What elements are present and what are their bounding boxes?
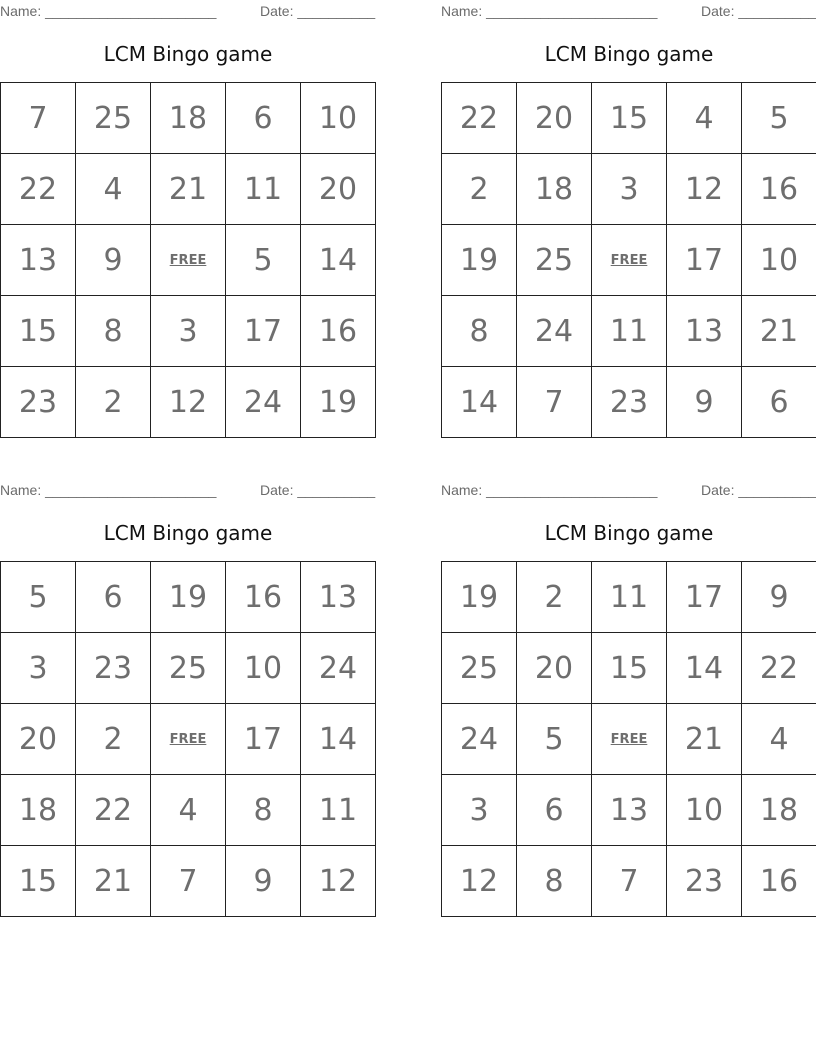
bingo-cell: 8 — [442, 296, 517, 367]
grid-row — [1, 633, 376, 704]
bingo-card-3 — [0, 479, 376, 899]
bingo-cell: 4 — [151, 775, 226, 846]
bingo-cell: 12 — [301, 846, 376, 917]
bingo-cell: 18 — [517, 154, 592, 225]
bingo-cell: 11 — [592, 562, 667, 633]
grid-row — [442, 704, 816, 775]
grid-row — [442, 154, 816, 225]
bingo-cell: 9 — [742, 562, 816, 633]
bingo-cell: 3 — [592, 154, 667, 225]
bingo-cell: 20 — [1, 704, 76, 775]
grid-row — [442, 83, 816, 154]
bingo-cell: 15 — [592, 633, 667, 704]
bingo-cell: 12 — [667, 154, 742, 225]
bingo-cell: 18 — [1, 775, 76, 846]
bingo-cell: 4 — [667, 83, 742, 154]
bingo-cell: 17 — [226, 704, 301, 775]
bingo-cell: 6 — [226, 83, 301, 154]
bingo-cell: 2 — [76, 704, 151, 775]
bingo-grid — [0, 561, 376, 917]
grid-row — [1, 296, 376, 367]
grid-row — [442, 367, 816, 438]
bingo-cell: 3 — [1, 633, 76, 704]
card-title: LCM Bingo game — [544, 42, 714, 66]
bingo-cell: 19 — [151, 562, 226, 633]
bingo-cell: 6 — [517, 775, 592, 846]
bingo-cell: 18 — [742, 775, 816, 846]
bingo-cell: 9 — [667, 367, 742, 438]
bingo-cell: 17 — [226, 296, 301, 367]
bingo-cell: 21 — [667, 704, 742, 775]
bingo-cell: 11 — [301, 775, 376, 846]
bingo-cell: 15 — [1, 846, 76, 917]
bingo-cell: 2 — [517, 562, 592, 633]
bingo-cell: 17 — [667, 562, 742, 633]
bingo-cell: 22 — [442, 83, 517, 154]
bingo-cell: 10 — [226, 633, 301, 704]
name-field-label: Name: ______________________ — [0, 3, 217, 19]
bingo-cell: 5 — [226, 225, 301, 296]
bingo-cell: 6 — [76, 562, 151, 633]
grid-row — [1, 367, 376, 438]
bingo-cell: 7 — [151, 846, 226, 917]
bingo-cell: 9 — [76, 225, 151, 296]
bingo-cell: 22 — [1, 154, 76, 225]
bingo-cell: 3 — [151, 296, 226, 367]
grid-row — [442, 633, 816, 704]
bingo-cell: 4 — [742, 704, 816, 775]
bingo-cell: 16 — [742, 154, 816, 225]
bingo-cell: 19 — [442, 225, 517, 296]
bingo-cell: 25 — [76, 83, 151, 154]
grid-row — [442, 225, 816, 296]
bingo-grid — [0, 82, 376, 438]
grid-row — [442, 296, 816, 367]
bingo-cell: 14 — [301, 225, 376, 296]
bingo-cell: 12 — [442, 846, 517, 917]
bingo-cell: 20 — [301, 154, 376, 225]
bingo-cell: 10 — [742, 225, 816, 296]
grid-row — [1, 154, 376, 225]
card-title: LCM Bingo game — [544, 521, 714, 545]
date-field-label: Date: __________ — [260, 482, 376, 498]
grid-row — [442, 562, 816, 633]
bingo-cell: 18 — [151, 83, 226, 154]
bingo-cell: 24 — [517, 296, 592, 367]
bingo-cell: 21 — [742, 296, 816, 367]
bingo-cell: 19 — [442, 562, 517, 633]
bingo-grid — [441, 561, 816, 917]
bingo-cell: 3 — [442, 775, 517, 846]
date-field-label: Date: __________ — [701, 3, 816, 19]
grid-row — [1, 562, 376, 633]
bingo-cell: 21 — [76, 846, 151, 917]
bingo-cell: 24 — [226, 367, 301, 438]
grid-row — [1, 704, 376, 775]
bingo-cell: 2 — [76, 367, 151, 438]
name-field-label: Name: ______________________ — [441, 3, 658, 19]
bingo-card-1 — [0, 0, 376, 420]
bingo-cell: 11 — [592, 296, 667, 367]
free-cell: FREE — [151, 225, 226, 296]
bingo-cell: 25 — [442, 633, 517, 704]
bingo-card-4 — [441, 479, 816, 899]
bingo-cell: 25 — [517, 225, 592, 296]
name-field-label: Name: ______________________ — [441, 482, 658, 498]
bingo-card-2 — [441, 0, 816, 420]
bingo-cell: 11 — [226, 154, 301, 225]
bingo-cell: 24 — [442, 704, 517, 775]
bingo-cell: 10 — [301, 83, 376, 154]
bingo-cell: 5 — [1, 562, 76, 633]
date-field-label: Date: __________ — [260, 3, 376, 19]
bingo-cell: 14 — [301, 704, 376, 775]
grid-row — [1, 846, 376, 917]
bingo-cell: 7 — [517, 367, 592, 438]
name-field-label: Name: ______________________ — [0, 482, 217, 498]
bingo-cell: 15 — [1, 296, 76, 367]
bingo-cell: 14 — [667, 633, 742, 704]
bingo-cell: 19 — [301, 367, 376, 438]
bingo-cell: 15 — [592, 83, 667, 154]
bingo-cell: 23 — [592, 367, 667, 438]
bingo-cell: 23 — [76, 633, 151, 704]
bingo-cell: 20 — [517, 83, 592, 154]
grid-row — [1, 775, 376, 846]
bingo-cell: 8 — [226, 775, 301, 846]
card-header — [441, 479, 816, 503]
grid-row — [1, 225, 376, 296]
free-cell: FREE — [151, 704, 226, 775]
bingo-cell: 22 — [76, 775, 151, 846]
bingo-cell: 13 — [667, 296, 742, 367]
bingo-cell: 21 — [151, 154, 226, 225]
bingo-cell: 22 — [742, 633, 816, 704]
card-header — [441, 0, 816, 24]
bingo-cell: 4 — [76, 154, 151, 225]
bingo-cell: 8 — [517, 846, 592, 917]
bingo-cell: 25 — [151, 633, 226, 704]
bingo-cell: 9 — [226, 846, 301, 917]
bingo-cell: 7 — [1, 83, 76, 154]
card-title: LCM Bingo game — [103, 521, 273, 545]
bingo-cell: 17 — [667, 225, 742, 296]
bingo-cell: 23 — [1, 367, 76, 438]
bingo-cell: 12 — [151, 367, 226, 438]
bingo-cell: 24 — [301, 633, 376, 704]
free-cell: FREE — [592, 704, 667, 775]
bingo-grid — [441, 82, 816, 438]
bingo-cell: 16 — [301, 296, 376, 367]
bingo-cell: 20 — [517, 633, 592, 704]
grid-row — [1, 83, 376, 154]
bingo-cell: 5 — [742, 83, 816, 154]
bingo-cell: 14 — [442, 367, 517, 438]
bingo-cell: 13 — [592, 775, 667, 846]
card-header — [0, 479, 376, 503]
card-title: LCM Bingo game — [103, 42, 273, 66]
bingo-cell: 13 — [1, 225, 76, 296]
bingo-cell: 16 — [742, 846, 816, 917]
card-header — [0, 0, 376, 24]
bingo-cell: 13 — [301, 562, 376, 633]
bingo-cell: 2 — [442, 154, 517, 225]
free-cell: FREE — [592, 225, 667, 296]
date-field-label: Date: __________ — [701, 482, 816, 498]
bingo-cell: 8 — [76, 296, 151, 367]
grid-row — [442, 846, 816, 917]
bingo-cell: 7 — [592, 846, 667, 917]
bingo-cell: 6 — [742, 367, 816, 438]
bingo-cell: 5 — [517, 704, 592, 775]
bingo-cell: 23 — [667, 846, 742, 917]
bingo-cell: 10 — [667, 775, 742, 846]
grid-row — [442, 775, 816, 846]
bingo-cell: 16 — [226, 562, 301, 633]
